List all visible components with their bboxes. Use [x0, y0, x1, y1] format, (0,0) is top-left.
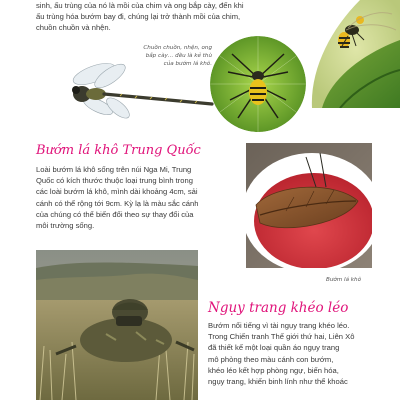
body-line: Quốc có kích thước thuộc loại trung bình trong	[36, 176, 193, 186]
soldier-camouflage-photo	[36, 250, 198, 400]
spider-photo	[210, 36, 306, 132]
body-line: môi trường sống.	[36, 221, 95, 231]
intro-line: ấu trùng hóa bướm bay đi, chúng lại trở thành mồi của chim,	[36, 12, 241, 22]
caption-line: bắp cày… đều là kẻ thù	[145, 53, 212, 59]
section-body-chinese-dead-leaf	[36, 164, 248, 231]
dragonfly-image	[60, 58, 220, 133]
intro-paragraph	[36, 0, 321, 34]
body-line: Bướm nổi tiếng vì tài ngụy trang khéo léo.	[208, 321, 350, 330]
caption-line: của bướm lá khô.	[163, 61, 212, 67]
body-line: khéo léo kết hợp phòng ngự, biến hóa,	[208, 365, 339, 375]
dead-leaf-butterfly-photo	[246, 143, 372, 268]
body-line: các loài bướm lá khô, mình dài khoảng 4cm, sải	[36, 187, 198, 197]
section-body-camouflage	[208, 320, 398, 387]
body-line: cánh có thể rộng tới 9cm. Kỳ lạ là màu sắc cánh	[36, 198, 199, 208]
section-title-camouflage: Ngụy trang khéo léo	[208, 300, 349, 316]
section-title-chinese-dead-leaf: Bướm lá khô Trung Quốc	[36, 143, 201, 158]
body-line: của chúng có thể biến đổi theo sự thay đổi của	[36, 209, 194, 219]
body-line: mô phỏng theo màu cánh con bướm,	[208, 354, 334, 364]
body-line: Loài bướm lá khô sống trên núi Nga Mi, Trung	[36, 165, 192, 174]
body-line: ngụy trang, khiến binh lính như thể khoác	[208, 377, 348, 387]
dead-leaf-caption: Bướm lá khô	[326, 277, 361, 283]
body-line: Trong Chiến tranh Thế giới thứ hai, Liên Xô	[208, 332, 355, 342]
wasp-photo	[300, 0, 400, 108]
body-line: đã thiết kế một loại quần áo ngụy trang	[208, 343, 340, 353]
predator-caption	[132, 44, 212, 68]
intro-line: sinh, ấu trùng của nó là mồi của chim và ong bắp cày, đến khi	[36, 1, 244, 10]
intro-line: chuồn chuồn và nhện.	[36, 23, 111, 33]
caption-line: Chuồn chuồn, nhện, ong	[143, 45, 212, 51]
